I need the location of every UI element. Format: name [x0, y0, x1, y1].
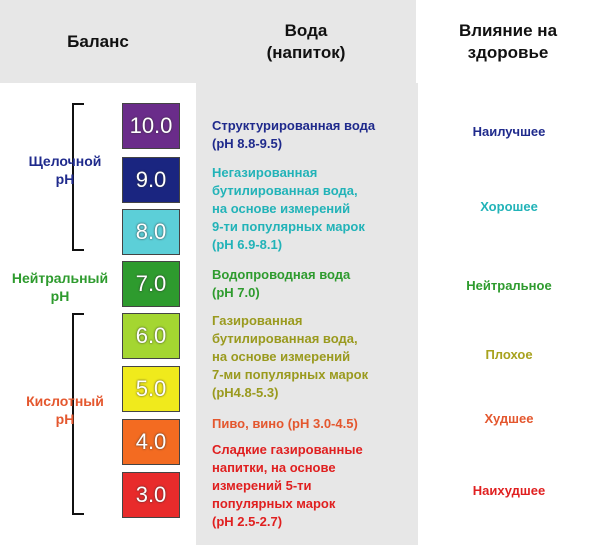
header-water: Вода (напиток): [266, 21, 346, 62]
ph-level-9: 9.0: [122, 157, 180, 203]
ph-level-7: 7.0: [122, 261, 180, 307]
effect-worse: Худшее: [484, 411, 534, 426]
effect-neutral: Нейтральное: [466, 278, 552, 293]
header-balance: Баланс: [67, 32, 129, 51]
group-label-alkaline: Щелочной рН: [28, 153, 102, 187]
ph-level-3: 3.0: [122, 472, 180, 518]
water-structured: Структурированная вода (рН 8.8-9.5): [212, 118, 376, 151]
ph-level-5: 5.0: [122, 366, 180, 412]
effect-bad: Плохое: [485, 347, 533, 362]
group-label-acidic: Кислотный рН: [26, 393, 104, 427]
water-still-bottled: Негазированная бутилированная вода, на основе измерений 9-ти популярных марок (рН 6.9-8.1): [212, 165, 365, 252]
water-tap: Водопроводная вода (рН 7.0): [212, 267, 351, 300]
health-column-bg: [416, 83, 600, 545]
water-sweet-soda: Сладкие газированные напитки, на основе измерений 5-ти популярных марок (рН 2.5-2.7): [212, 442, 363, 529]
effect-good: Хорошее: [480, 199, 538, 214]
ph-level-6: 6.0: [122, 313, 180, 359]
effect-worst: Наихудшее: [472, 483, 546, 498]
group-label-neutral: Нейтральный рН: [11, 270, 109, 304]
ph-level-10: 10.0: [122, 103, 180, 149]
header-health: Влияние на здоровье: [458, 21, 558, 62]
water-beer-wine: Пиво, вино (рН 3.0-4.5): [212, 416, 358, 431]
ph-level-8: 8.0: [122, 209, 180, 255]
effect-best: Наилучшее: [472, 124, 546, 139]
ph-level-4: 4.0: [122, 419, 180, 465]
water-sparkling-bottled: Газированная бутилированная вода, на основе измерений 7-ми популярных марок (рН4.8-5.3): [212, 313, 369, 400]
